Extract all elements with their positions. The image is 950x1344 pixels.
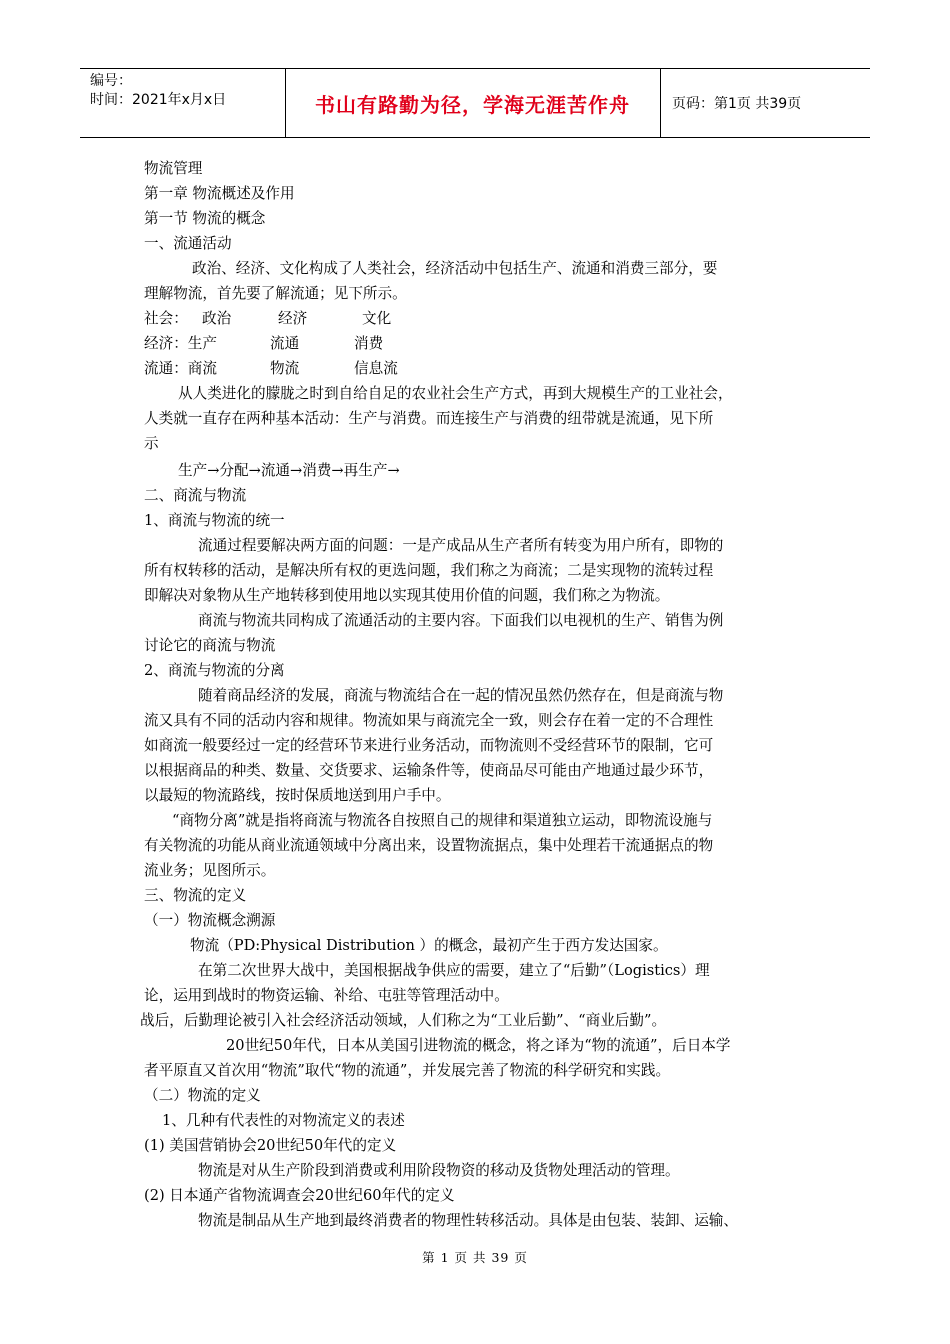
paragraph-line: 流通过程要解决两方面的问题：一是产成品从生产者所有转变为用户所有，即物的 (198, 537, 724, 554)
paragraph-line: 流业务；见图所示。 (144, 862, 276, 879)
row-label: 社会： (144, 310, 188, 327)
row-cell: 物流 (270, 360, 300, 377)
paragraph-line: 物流（PD:Physical Distribution ）的概念，最初产生于西方发达国家。 (190, 937, 668, 954)
subheading: （一）物流概念溯源 (144, 912, 276, 929)
row-label: 流通：商流 (144, 360, 217, 377)
heading: 二、商流与物流 (144, 487, 247, 504)
header-divider (660, 69, 661, 137)
header-motto: 书山有路勤为径，学海无涯苦作舟 (315, 92, 630, 117)
subheading: （二）物流的定义 (144, 1087, 261, 1104)
paragraph-line: 战后，后勤理论被引入社会经济活动领域，人们称之为“工业后勤”、“商业后勤”。 (140, 1012, 667, 1029)
paragraph-line: “商物分离”就是指将商流与物流各自按照自己的规律和渠道独立运动，即物流设施与 (172, 812, 713, 829)
doc-title: 物流管理 (144, 160, 203, 177)
row-cell: 政治 (202, 310, 232, 327)
paragraph-line: 以最短的物流路线，按时保质地送到用户手中。 (144, 787, 451, 804)
document-date: 时间：2021年x月x日 (90, 92, 227, 108)
subheading: (2) 日本通产省物流调查会20世纪60年代的定义 (144, 1187, 455, 1204)
paragraph-line: 所有权转移的活动，是解决所有权的更选问题，我们称之为商流；二是实现物的流转过程 (144, 562, 714, 579)
subheading: 1、几种有代表性的对物流定义的表述 (162, 1112, 405, 1129)
paragraph-line: 理解物流，首先要了解流通；见下所示。 (144, 285, 407, 302)
chapter-title: 第一章 物流概述及作用 (144, 185, 295, 202)
paragraph-line: 有关物流的功能从商业流通领域中分离出来，设置物流据点，集中处理若干流通据点的物 (144, 837, 714, 854)
subheading: 1、商流与物流的统一 (144, 512, 285, 529)
section-title: 第一节 物流的概念 (144, 210, 266, 227)
paragraph-line: 物流是对从生产阶段到消费或利用阶段物资的移动及货物处理活动的管理。 (198, 1162, 680, 1179)
row-label: 经济：生产 (144, 335, 217, 352)
paragraph-line: 20世纪50年代，日本从美国引进物流的概念，将之译为“物的流通”，后日本学 (226, 1037, 731, 1054)
document-number: 编号： (90, 73, 132, 89)
paragraph-line: 从人类进化的朦胧之时到自给自足的农业社会生产方式，再到大规模生产的工业社会， (178, 385, 733, 402)
paragraph-line: 讨论它的商流与物流 (144, 637, 276, 654)
row-cell: 消费 (354, 335, 384, 352)
paragraph-line: 商流与物流共同构成了流通活动的主要内容。下面我们以电视机的生产、销售为例 (198, 612, 724, 629)
row-cell: 文化 (362, 310, 392, 327)
paragraph-line: 随着商品经济的发展，商流与物流结合在一起的情况虽然仍然存在，但是商流与物 (198, 687, 724, 704)
heading: 一、流通活动 (144, 235, 232, 252)
paragraph-line: 示 (144, 435, 159, 452)
paragraph-line: 者平原直又首次用“物流”取代“物的流通”，并发展完善了物流的科学研究和实践。 (144, 1062, 671, 1079)
row-cell: 信息流 (354, 360, 398, 377)
paragraph-line: 即解决对象物从生产地转移到使用地以实现其使用价值的问题，我们称之为物流。 (144, 587, 670, 604)
subheading: 2、商流与物流的分离 (144, 662, 285, 679)
row-cell: 经济 (278, 310, 308, 327)
page-header (80, 68, 870, 138)
paragraph-line: 论，运用到战时的物资运输、补给、屯驻等管理活动中。 (144, 987, 509, 1004)
paragraph-line: 物流是制品从生产地到最终消费者的物理性转移活动。具体是由包装、装卸、运输、 (198, 1212, 738, 1229)
paragraph-line: 在第二次世界大战中，美国根据战争供应的需要，建立了“后勤”（Logistics）理 (198, 962, 710, 979)
row-cell: 流通 (270, 335, 300, 352)
header-meta (90, 72, 226, 110)
paragraph-line: 流又具有不同的活动内容和规律。物流如果与商流完全一致，则会存在着一定的不合理性 (144, 712, 714, 729)
page-footer: 第 1 页 共 39 页 (422, 1250, 528, 1265)
header-page-info: 页码：第1页 共39页 (672, 96, 802, 112)
paragraph-line: 如商流一般要经过一定的经营环节来进行业务活动，而物流则不受经营环节的限制，它可 (144, 737, 714, 754)
paragraph-line: 以根据商品的种类、数量、交货要求、运输条件等，使商品尽可能由产地通过最少环节， (144, 762, 714, 779)
paragraph-line: 政治、经济、文化构成了人类社会，经济活动中包括生产、流通和消费三部分，要 (192, 260, 718, 277)
subheading: (1) 美国营销协会20世纪50年代的定义 (144, 1137, 397, 1154)
heading: 三、物流的定义 (144, 887, 247, 904)
flow-sequence: 生产→分配→流通→消费→再生产→ (178, 462, 400, 479)
paragraph-line: 人类就一直存在两种基本活动：生产与消费。而连接生产与消费的纽带就是流通，见下所 (144, 410, 714, 427)
